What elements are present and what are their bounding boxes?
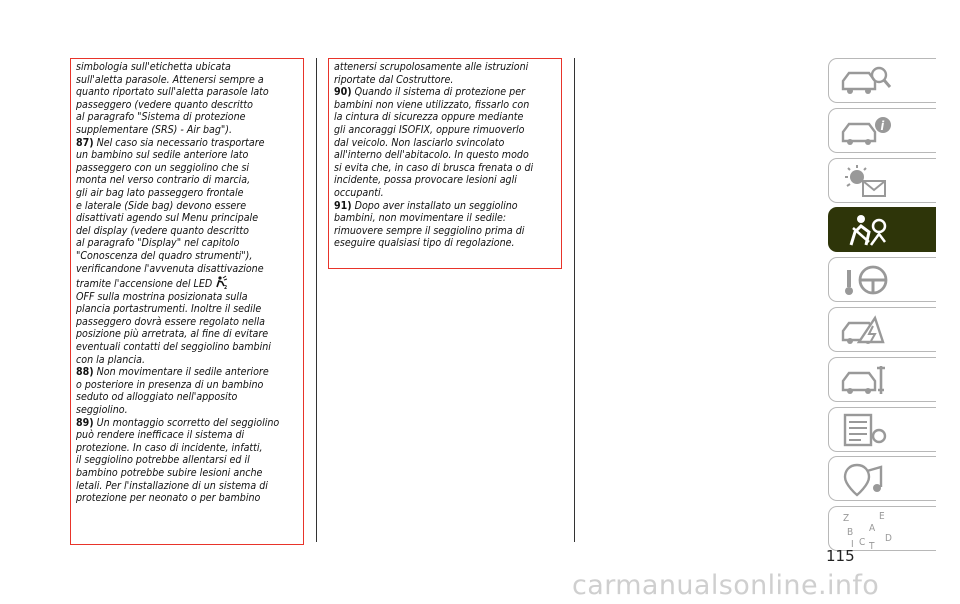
note-text: Quando il sistema di protezione per bambini non viene utilizzato, fissarlo con la cintura di sicurezza oppure mediante gli ancoraggi ISOFIX, oppure rimuoverlo dal veicolo. Non lasciarlo svincolato all'interno dell'abitacolo. In questo modo si evita che, in caso di brusca frenata o di incidente, possa provocare lesioni agli occupanti. [334, 86, 534, 199]
index-letter: A [869, 523, 876, 535]
note-87-cont: OFF sulla mostrina posizionata sulla plancia portastrumenti. Inoltre il sedile passeggero dovrà essere regolato nella posizione più arretrata, al fine di evitare eventuali contatti del seggiolino bambini con la plancia. [76, 290, 271, 366]
svg-text:i: i [880, 118, 885, 133]
note-number: 87) [76, 136, 94, 149]
tab-safety[interactable] [828, 207, 936, 252]
note-number: 91) [334, 199, 352, 212]
index-letter: D [885, 533, 892, 545]
car-search-icon [839, 63, 893, 99]
note-text: Non movimentare il sedile anteriore o posteriore in presenza di un bambino seduto od alloggiato nell'apposito seggiolino. [76, 366, 269, 417]
note-90 [334, 86, 557, 199]
watermark: carmanualsonline.info [572, 570, 880, 601]
index-letter: C [859, 537, 866, 549]
alphabetical-index-icon [839, 511, 899, 551]
tab-maintenance[interactable] [828, 357, 936, 402]
tab-technical-data[interactable] [828, 407, 936, 452]
tab-warning-lights[interactable] [828, 158, 936, 203]
index-letter: Z [843, 513, 850, 525]
car-maintenance-icon [839, 362, 893, 398]
column-divider [574, 58, 575, 542]
chapter-tabs [828, 58, 936, 556]
warnings-column-left [70, 58, 304, 545]
steering-key-icon [839, 262, 893, 298]
multimedia-icon [839, 461, 893, 497]
index-letter: B [847, 527, 854, 539]
tab-index[interactable] [828, 506, 936, 551]
tab-starting-driving[interactable] [828, 257, 936, 302]
index-letter: T [869, 541, 875, 552]
index-letter: E [879, 511, 885, 523]
warnings-column-right [328, 58, 562, 269]
page-number: 115 [826, 547, 855, 565]
seatbelt-airbag-icon [839, 212, 893, 248]
note-number: 90) [334, 86, 352, 99]
tab-multimedia[interactable] [828, 456, 936, 501]
note-88 [76, 366, 299, 416]
tab-car-search[interactable] [828, 58, 936, 103]
note-text: Un montaggio scorretto del seggiolino può rendere inefficace il sistema di protezione. In caso di incidente, infatti, il seggiolino potrebbe allentarsi ed il bambino potrebbe subire lesioni anche letali. Per l'installazione di un sistema di protezione per neonato o per bambino [76, 416, 280, 505]
warning-lights-icon [839, 163, 893, 199]
tab-car-info[interactable] [828, 108, 936, 153]
note-number: 88) [76, 366, 94, 379]
tab-emergency[interactable] [828, 307, 936, 352]
svg-text:2: 2 [224, 285, 228, 290]
index-letter: I [851, 539, 854, 551]
intro-paragraph: simbologia sull'etichetta ubicata sull'aletta parasole. Attenersi sempre a quanto riportato sull'aletta parasole lato passeggero (vedere quanto descritto al paragrafo "Sistema di protezione supplementare (SRS) - Air bag"). [76, 61, 269, 136]
car-emergency-icon [839, 312, 893, 348]
passenger-airbag-off-icon [214, 275, 228, 289]
car-info-icon [839, 113, 893, 149]
note-number: 89) [76, 416, 94, 429]
note-87 [76, 137, 299, 291]
column-divider [316, 58, 317, 542]
note-91 [334, 200, 557, 250]
technical-data-icon [839, 412, 893, 448]
intro-paragraph: attenersi scrupolosamente alle istruzioni riportate dal Costruttore. [334, 61, 529, 86]
note-89 [76, 417, 299, 505]
note-text: Nel caso sia necessario trasportare un bambino sul sedile anteriore lato passeggero con un seggiolino che si monta nel verso contrario di marcia, gli air bag lato passeggero frontale e laterale (Side bag) devono essere disattivati agendo sul Menu principale del display (vedere quanto descritto al paragrafo "Display" nel capitolo "Conoscenza del quadro strumenti"), verificandone l'avvenuta disattivazione tramite l'accensione del LED [76, 136, 265, 291]
note-text: Dopo aver installato un seggiolino bambini, non movimentare il sedile: rimuovere sempre il seggiolino prima di eseguire qualsiasi tipo di regolazione. [334, 199, 525, 250]
